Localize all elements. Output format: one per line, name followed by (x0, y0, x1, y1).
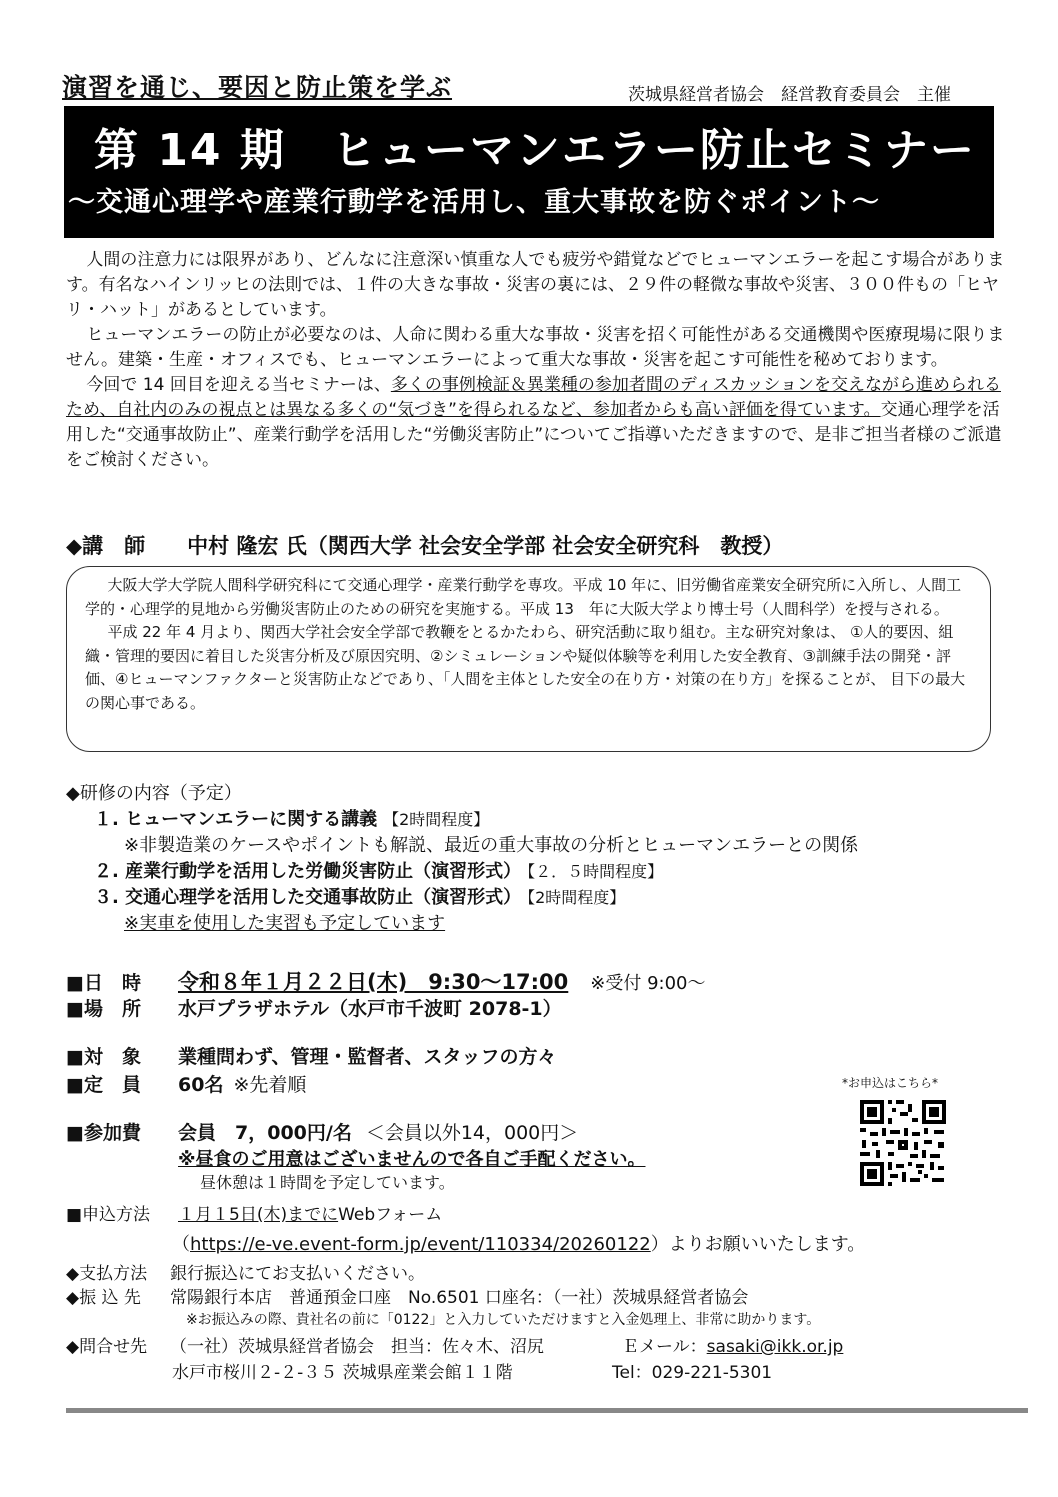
bank-note: ※お振込みの際、貴社名の前に「0122」と入力していただけますと入金処理上、非常に助かります。 (186, 1312, 821, 1328)
fee-value: 会員 7，000円/名 (178, 1122, 352, 1144)
item-3-title: ３. 交通心理学を活用した交通事故防止（演習形式） (94, 887, 522, 908)
date-label: ■日 時 (66, 972, 141, 994)
place-value: 水戸プラザホテル（水戸市千波町 2078-1） (178, 998, 562, 1020)
intro-paragraph-1: 人間の注意力には限界があり、どんなに注意深い慎重な人でも疲労や錯覚などでヒューマンエラーを起こす場合があります。有名なハインリッヒの法則では、１件の大きな事故・災害の裏には、２９件の軽微な事故や災害、３００件もの「ヒヤリ・ハット」があるとしています。 (66, 250, 1005, 320)
apply-row (66, 1200, 442, 1225)
contact-org: （一社）茨城県経営者協会 担当：佐々木、沼尻 (170, 1337, 544, 1357)
intro-paragraph-2: ヒューマンエラーの防止が必要なのは、人命に関わる重大な事故・災害を招く可能性がある交通機関や医療現場に限りません。建築・生産・オフィスでも、ヒューマンエラーによって重大な事故・災害を起こす可能性を秘めております。 (66, 325, 1005, 370)
bank-row (66, 1283, 748, 1308)
date-row (66, 966, 706, 996)
bank-label: ◆振 込 先 (66, 1288, 141, 1308)
contact-email-link[interactable]: sasaki@ikk.or.jp (706, 1337, 844, 1357)
target-row (66, 1042, 556, 1069)
capacity-label: ■定 員 (66, 1074, 141, 1096)
intro-p3-end: 交通心理学を活用した“交通事故防止”、産業行動学を活用した“労働災害防止”についてご指導いただきますので、是非ご担当者様のご派遣をご検討ください。 (66, 400, 1002, 470)
bio-paragraph-2: 平成 22 年 4 月より、関西大学社会安全学部で教鞭をとるかたわら、研究活動に取り組む。主な研究対象は、 ①人的要因、組織・管理的要因に着目した災害分析及び原因究明、②シミュレーションや疑似体験等を利用した安全教育、③訓練手法の開発・評価、④ヒューマンファクターと災害防止などであり、「人間を主体とした安全の在り方・対策の在り方」を探ることが、 目下の最大の関心事である。 (85, 623, 966, 712)
item-2-time: 【２．５時間程度】 (527, 862, 664, 881)
qr-code-icon (858, 1098, 948, 1188)
title-banner (64, 106, 994, 238)
intro-paragraph-3 (66, 373, 1006, 473)
place-row (66, 994, 562, 1021)
contents-item-1 (66, 807, 858, 833)
apply-url-row (172, 1230, 865, 1256)
lecturer-bio-box (66, 566, 991, 752)
host-organization: 茨城県経営者協会 経営教育委員会 主催 (628, 85, 951, 105)
contact-email-row (622, 1332, 843, 1357)
apply-url-close: ）よりお願いいたします。 (650, 1234, 866, 1255)
apply-url-link[interactable]: https://e-ve.event-form.jp/event/110334/20260122 (190, 1234, 651, 1255)
contents-item-1-note: ※非製造業のケースやポイントも解説、最近の重大事故の分析とヒューマンエラーとの関係 (124, 835, 859, 856)
payment-label: ◆支払方法 (66, 1264, 148, 1284)
bio-paragraph-1: 大阪大学大学院人間科学研究科にて交通心理学・産業行動学を専攻。平成 10 年に、旧労働省産業安全研究所に入所し、人間工学的・心理学的見地から労働災害防止のための研究を実施する。平成 13 年に大阪大学より博士号（人間科学）を授与される。 (85, 576, 962, 618)
capacity-value: 60名 (178, 1074, 224, 1096)
fee-label: ■参加費 (66, 1122, 141, 1144)
qr-label: *お申込はこちら* (842, 1076, 939, 1090)
apply-url-open: （ (172, 1234, 190, 1255)
contents-item-2 (66, 859, 858, 885)
apply-label: ■申込方法 (66, 1205, 151, 1225)
contact-row (66, 1332, 544, 1357)
target-value: 業種問わず、管理・監督者、スタッフの方々 (178, 1046, 557, 1068)
item-2-title: ２. 産業行動学を活用した労働災害防止（演習形式） (94, 861, 522, 882)
contents-item-3-note: ※実車を使用した実習も予定しています (124, 913, 446, 934)
place-label: ■場 所 (66, 998, 141, 1020)
contact-address: 水戸市桜川２-２-３５ 茨城県産業会館１１階 (172, 1363, 513, 1383)
apply-form: Webフォーム (338, 1205, 443, 1225)
item-1-time: 【2時間程度】 (383, 810, 490, 829)
qr-code[interactable] (858, 1098, 948, 1188)
payment-row (66, 1259, 425, 1284)
intro-p3-highlight: 多くの事例検証＆異業種の参加者間のディスカッションを交えながら進められるため、自社内のみの視点とは異なる多くの“気づき”を得られるなど、参加者からも高い評価を得ています。 (66, 375, 1001, 420)
fee-row (66, 1118, 578, 1145)
intro-p3-start: 今回で 14 回目を迎える当セミナーは、 (86, 375, 391, 395)
contents-item-3 (66, 885, 858, 911)
capacity-note: ※先着順 (233, 1074, 307, 1096)
apply-deadline: １月１5日(木)までに (178, 1205, 339, 1225)
intro-text (66, 248, 1006, 473)
item-3-time: 【2時間程度】 (527, 888, 626, 907)
date-note: ※受付 9:00～ (590, 973, 706, 994)
fee-note-lunch-break: 昼休憩は１時間を予定しています。 (200, 1173, 455, 1192)
tagline: 演習を通じ、要因と防止策を学ぶ (62, 73, 453, 102)
item-1-title: １. ヒューマンエラーに関する講義 (94, 809, 378, 830)
seminar-title: 第 14 期 ヒューマンエラー防止セミナー (94, 125, 976, 176)
bank-value: 常陽銀行本店 普通預金口座 No.6501 口座名：（一社）茨城県経営者協会 (170, 1288, 749, 1308)
seminar-subtitle: ～交通心理学や産業行動学を活用し、重大事故を防ぐポイント～ (68, 187, 880, 218)
training-contents (66, 781, 858, 937)
contents-heading: ◆研修の内容（予定） (66, 783, 242, 804)
lecturer-heading: ◆講 師 中村 隆宏 氏（関西大学 社会安全学部 社会安全研究科 教授） (66, 534, 784, 558)
target-label: ■対 象 (66, 1046, 141, 1068)
contact-email-label: Ｅメール： (622, 1337, 707, 1357)
payment-value: 銀行振込にてお支払いください。 (170, 1264, 425, 1284)
footer-divider (66, 1408, 1028, 1413)
contact-label: ◆問合せ先 (66, 1337, 148, 1357)
date-value: 令和８年１月２２日(木) 9:30～17:00 (178, 970, 569, 994)
contact-tel: Tel：029-221-5301 (612, 1363, 773, 1383)
fee-other: ＜会員以外14，000円＞ (365, 1122, 579, 1144)
capacity-row (66, 1070, 306, 1097)
fee-note: ※昼食のご用意はございませんので各自ご手配ください。 (178, 1149, 646, 1170)
